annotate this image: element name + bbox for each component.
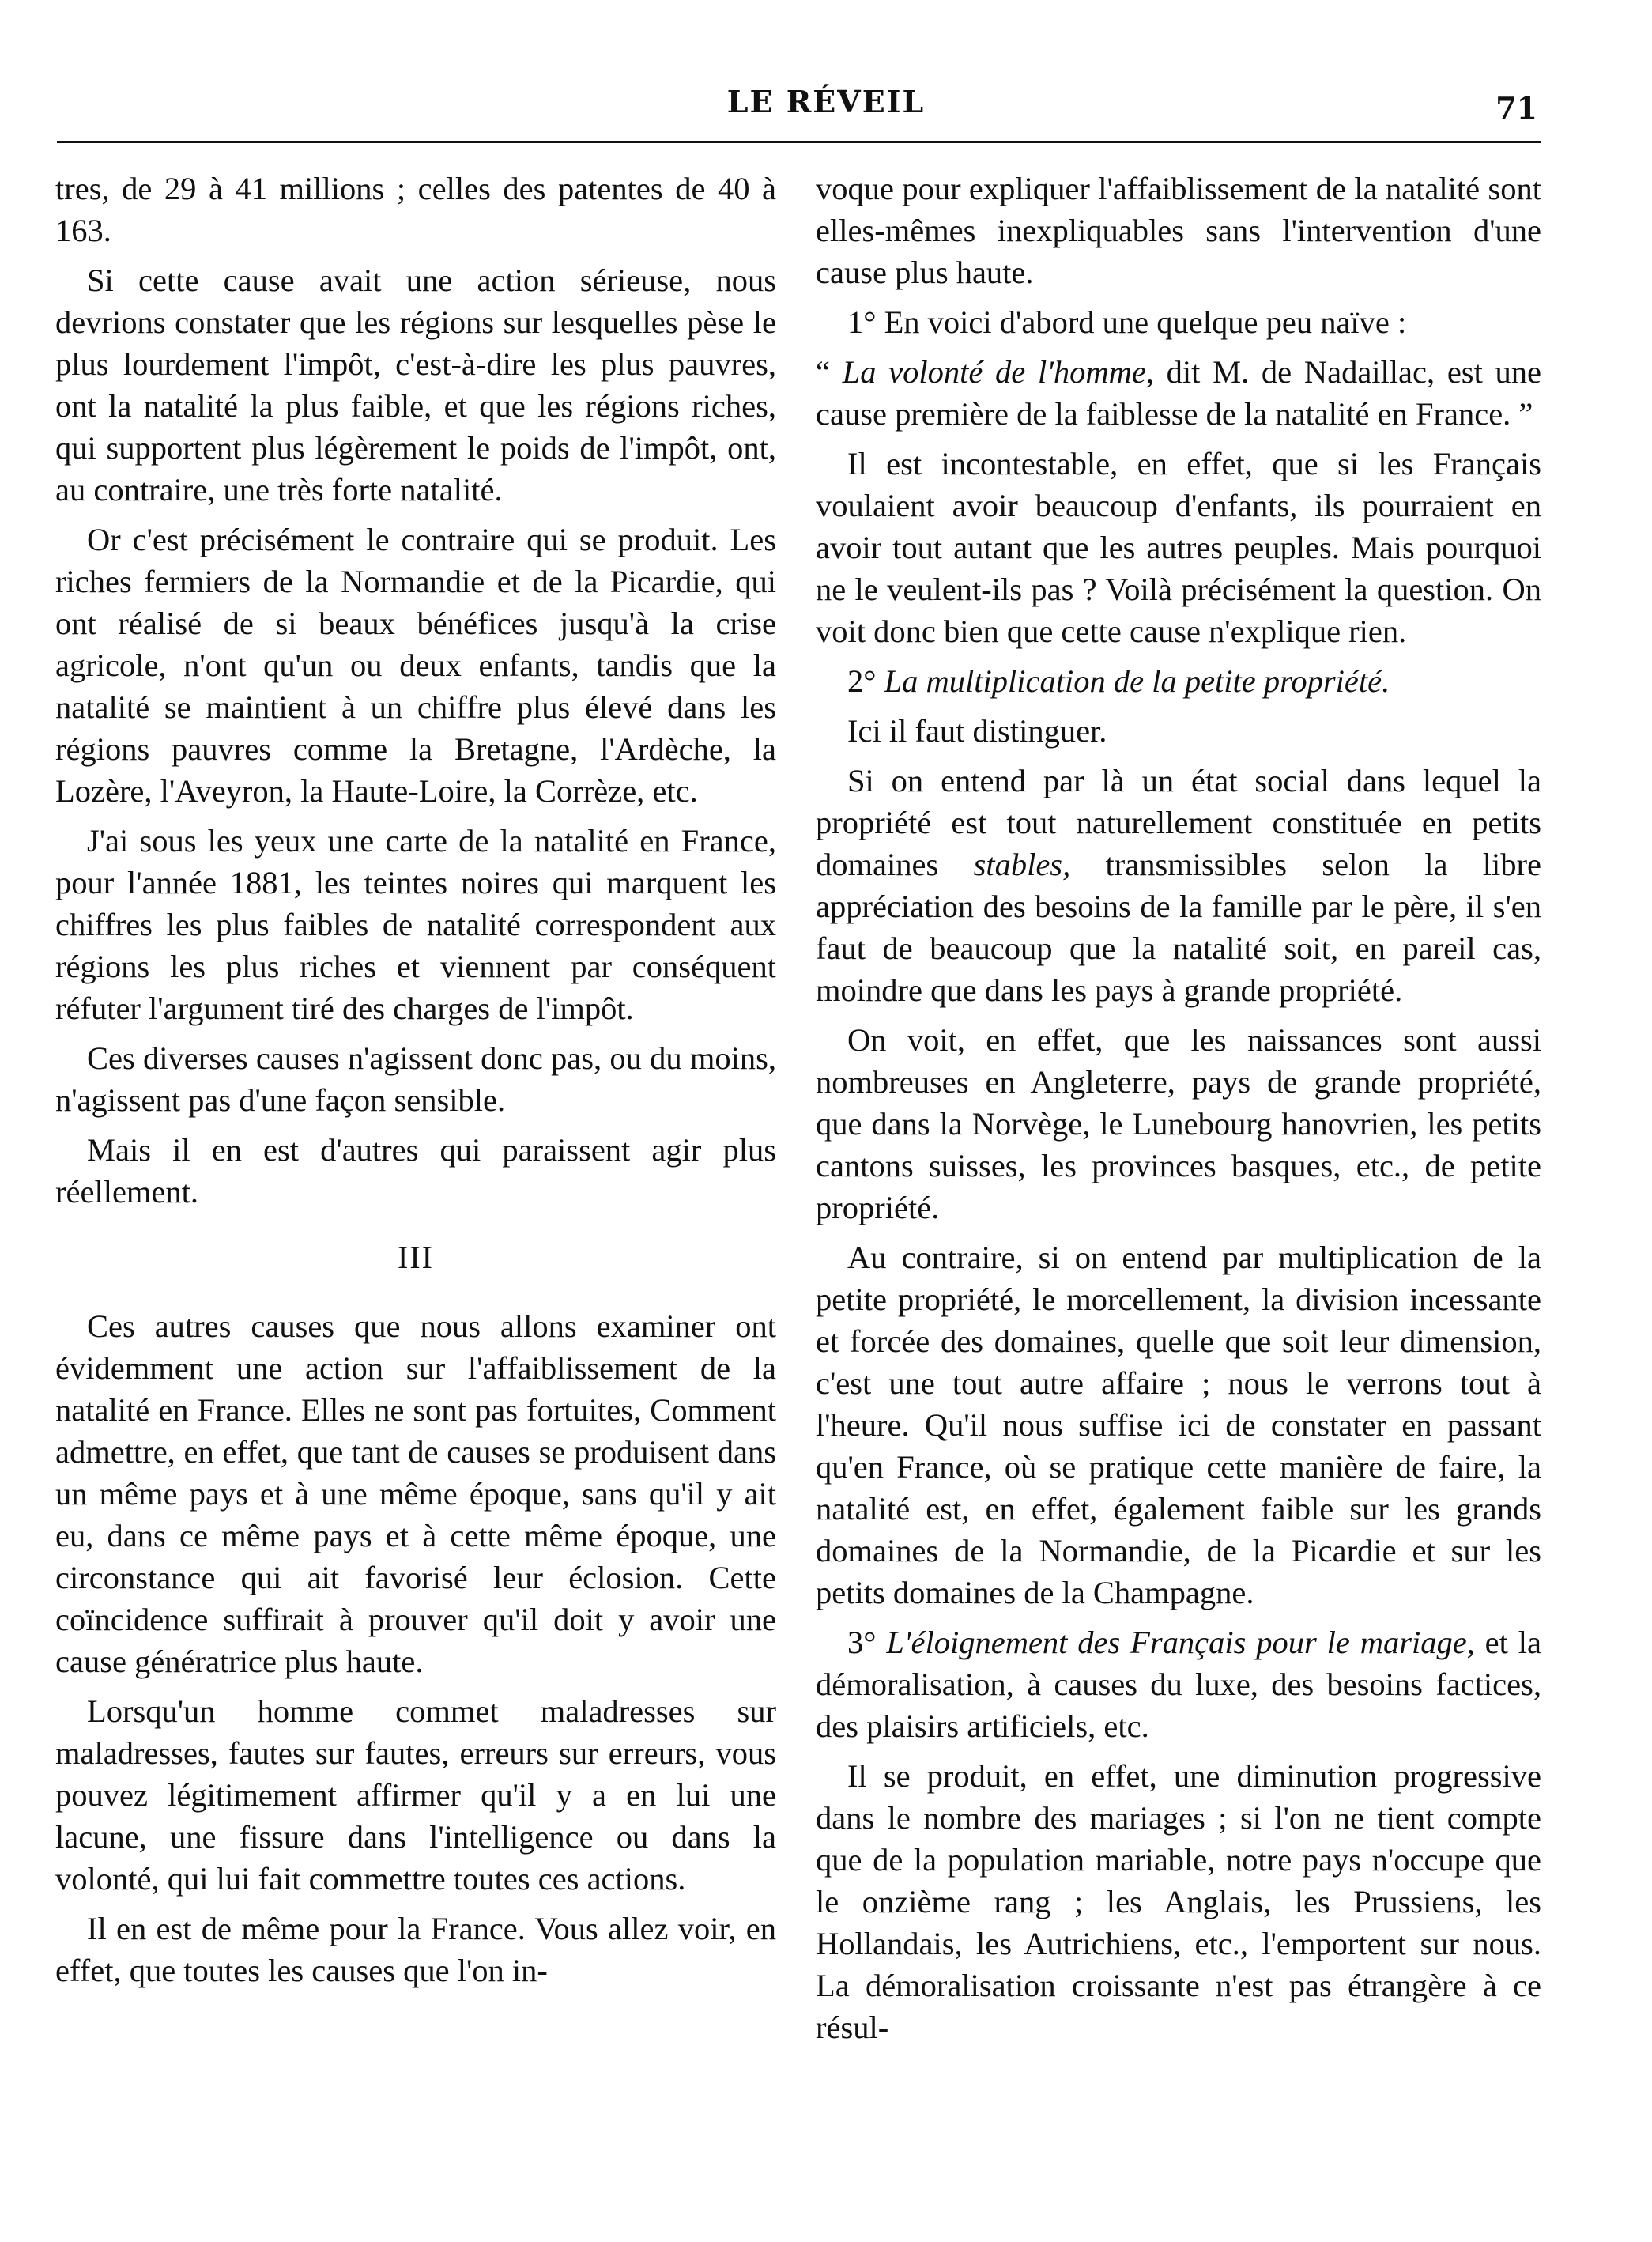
text-run: Si on entend par là un état social dans lequel la propriété est tout naturellement constituée en petits domaines xyxy=(816,763,1541,882)
right-column xyxy=(816,168,1541,2056)
paragraph: Or c'est précisément le contraire qui se produit. Les riches fermiers de la Normandie et de la Picardie, qui ont réalisé de si beaux bénéfices jusqu'à la crise agricole, n'ont qu'un ou deux enfants, tandis que la natalité se maintient à un chiffre plus élevé dans les régions pauvres comme la Bretagne, l'Ardèche, la Lozère, l'Aveyron, la Haute-Loire, la Corrèze, etc. xyxy=(55,522,776,809)
running-header-title: LE RÉVEIL xyxy=(726,84,926,119)
quote-rest: dit M. de Nadaillac, est une cause première de la faiblesse de la natalité en France. ” xyxy=(816,354,1541,432)
paragraph: Au contraire, si on entend par multiplication de la petite propriété, le morcellement, la division incessante et forcée des domaines, quelle que soit leur dimension, c'est une tout autre affaire ; nous le verrons tout à l'heure. Qu'il nous suffise ici de constater en passant qu'en France, où se pratique cette manière de faire, la natalité est, en effet, également faible sur les grands domaines de la Normandie, de la Picardie et sur les petits domaines de la Champagne. xyxy=(816,1240,1541,1610)
paragraph: Si cette cause avait une action sérieuse, nous devrions constater que les régions sur lesquelles pèse le plus lourdement l'impôt, c'est-à-dire les plus pauvres, ont la natalité la plus faible, et que les régions riches, qui supportent plus légèrement le poids de l'impôt, ont, au contraire, une très forte natalité. xyxy=(55,262,776,508)
paragraph: Il se produit, en effet, une diminution progressive dans le nombre des mariages ; si l'on ne tient compte que de la population mariable, notre pays n'occupe que le onzième rang ; les Anglais, les Prussiens, les Hollandais, les Autrichiens, etc., l'emportent sur nous. La démoralisation croissante n'est pas étrangère à ce résul- xyxy=(816,1758,1541,2045)
paragraph: On voit, en effet, que les naissances sont aussi nombreuses en Angleterre, pays de grande propriété, que dans la Norvège, le Lunebourg hanovrien, les petits cantons suisses, les provinces basques, etc., de petite propriété. xyxy=(816,1022,1541,1225)
left-column xyxy=(55,168,776,1999)
paragraph: Il est incontestable, en effet, que si les Français voulaient avoir beaucoup d'enfants, ils pourraient en avoir tout autant que les autres peuples. Mais pourquoi ne le veulent-ils pas ? Voilà précisément la question. On voit donc bien que cette cause n'explique rien. xyxy=(816,446,1541,649)
paragraph: Mais il en est d'autres qui paraissent agir plus réellement. xyxy=(55,1132,776,1210)
text-run: et la démoralisation, à causes du luxe, des besoins factices, des plaisirs artificiels, etc. xyxy=(816,1625,1541,1744)
section-heading: III xyxy=(398,1240,434,1275)
quotation xyxy=(816,351,1541,435)
paragraph: Lorsqu'un homme commet maladresses sur maladresses, fautes sur fautes, erreurs sur erreurs, vous pouvez légitimement affirmer qu'il y a en lui une lacune, une fissure dans l'intelligence ou dans la volonté, qui lui fait commettre toutes ces actions. xyxy=(55,1693,776,1897)
item-title: La multiplication de la petite propriété. xyxy=(884,663,1390,699)
paragraph: tres, de 29 à 41 millions ; celles des patentes de 40 à 163. xyxy=(55,171,776,248)
quote-emphasis: La volonté de l'homme, xyxy=(842,354,1154,390)
item-number: 3° xyxy=(847,1625,887,1660)
paragraph xyxy=(816,760,1541,1011)
page-number: 71 xyxy=(1495,90,1537,126)
quote-open: “ xyxy=(816,354,843,390)
paragraph: 1° En voici d'abord une quelque peu naïve : xyxy=(847,304,1407,340)
emphasis: stables, xyxy=(973,847,1071,882)
header-rule xyxy=(57,141,1541,143)
paragraph: Ces autres causes que nous allons examiner ont évidemment une action sur l'affaiblissement de la natalité en France. Elles ne sont pas fortuites, Comment admettre, en effet, que tant de causes se produisent dans un même pays et à une même époque, sans qu'il y ait eu, dans ce même pays et à cette même époque, une circonstance qui ait favorisé leur éclosion. Cette coïncidence suffirait à prouver qu'il doit y avoir une cause génératrice plus haute. xyxy=(55,1308,776,1679)
paragraph: Il en est de même pour la France. Vous allez voir, en effet, que toutes les causes que l'on in- xyxy=(55,1911,776,1988)
numbered-heading xyxy=(816,660,1541,702)
text-run: transmissibles selon la libre appréciation des besoins de la famille par le père, il s'en faut de beaucoup que la natalité soit, en pareil cas, moindre que dans les pays à grande propriété. xyxy=(816,847,1541,1008)
paragraph: voque pour expliquer l'affaiblissement de la natalité sont elles-mêmes inexpliquables sans l'intervention d'une cause plus haute. xyxy=(816,171,1541,290)
item-title: L'éloignement des Français pour le mariage, xyxy=(886,1625,1475,1660)
paragraph: J'ai sous les yeux une carte de la natalité en France, pour l'année 1881, les teintes noires qui marquent les chiffres les plus faibles de natalité correspondent aux régions les plus riches et viennent par conséquent réfuter l'argument tiré des charges de l'impôt. xyxy=(55,823,776,1026)
paragraph: Ces diverses causes n'agissent donc pas, ou du moins, n'agissent pas d'une façon sensible. xyxy=(55,1040,776,1118)
paragraph: Ici il faut distinguer. xyxy=(847,713,1107,749)
item-number: 2° xyxy=(847,663,884,699)
numbered-heading xyxy=(816,1621,1541,1747)
